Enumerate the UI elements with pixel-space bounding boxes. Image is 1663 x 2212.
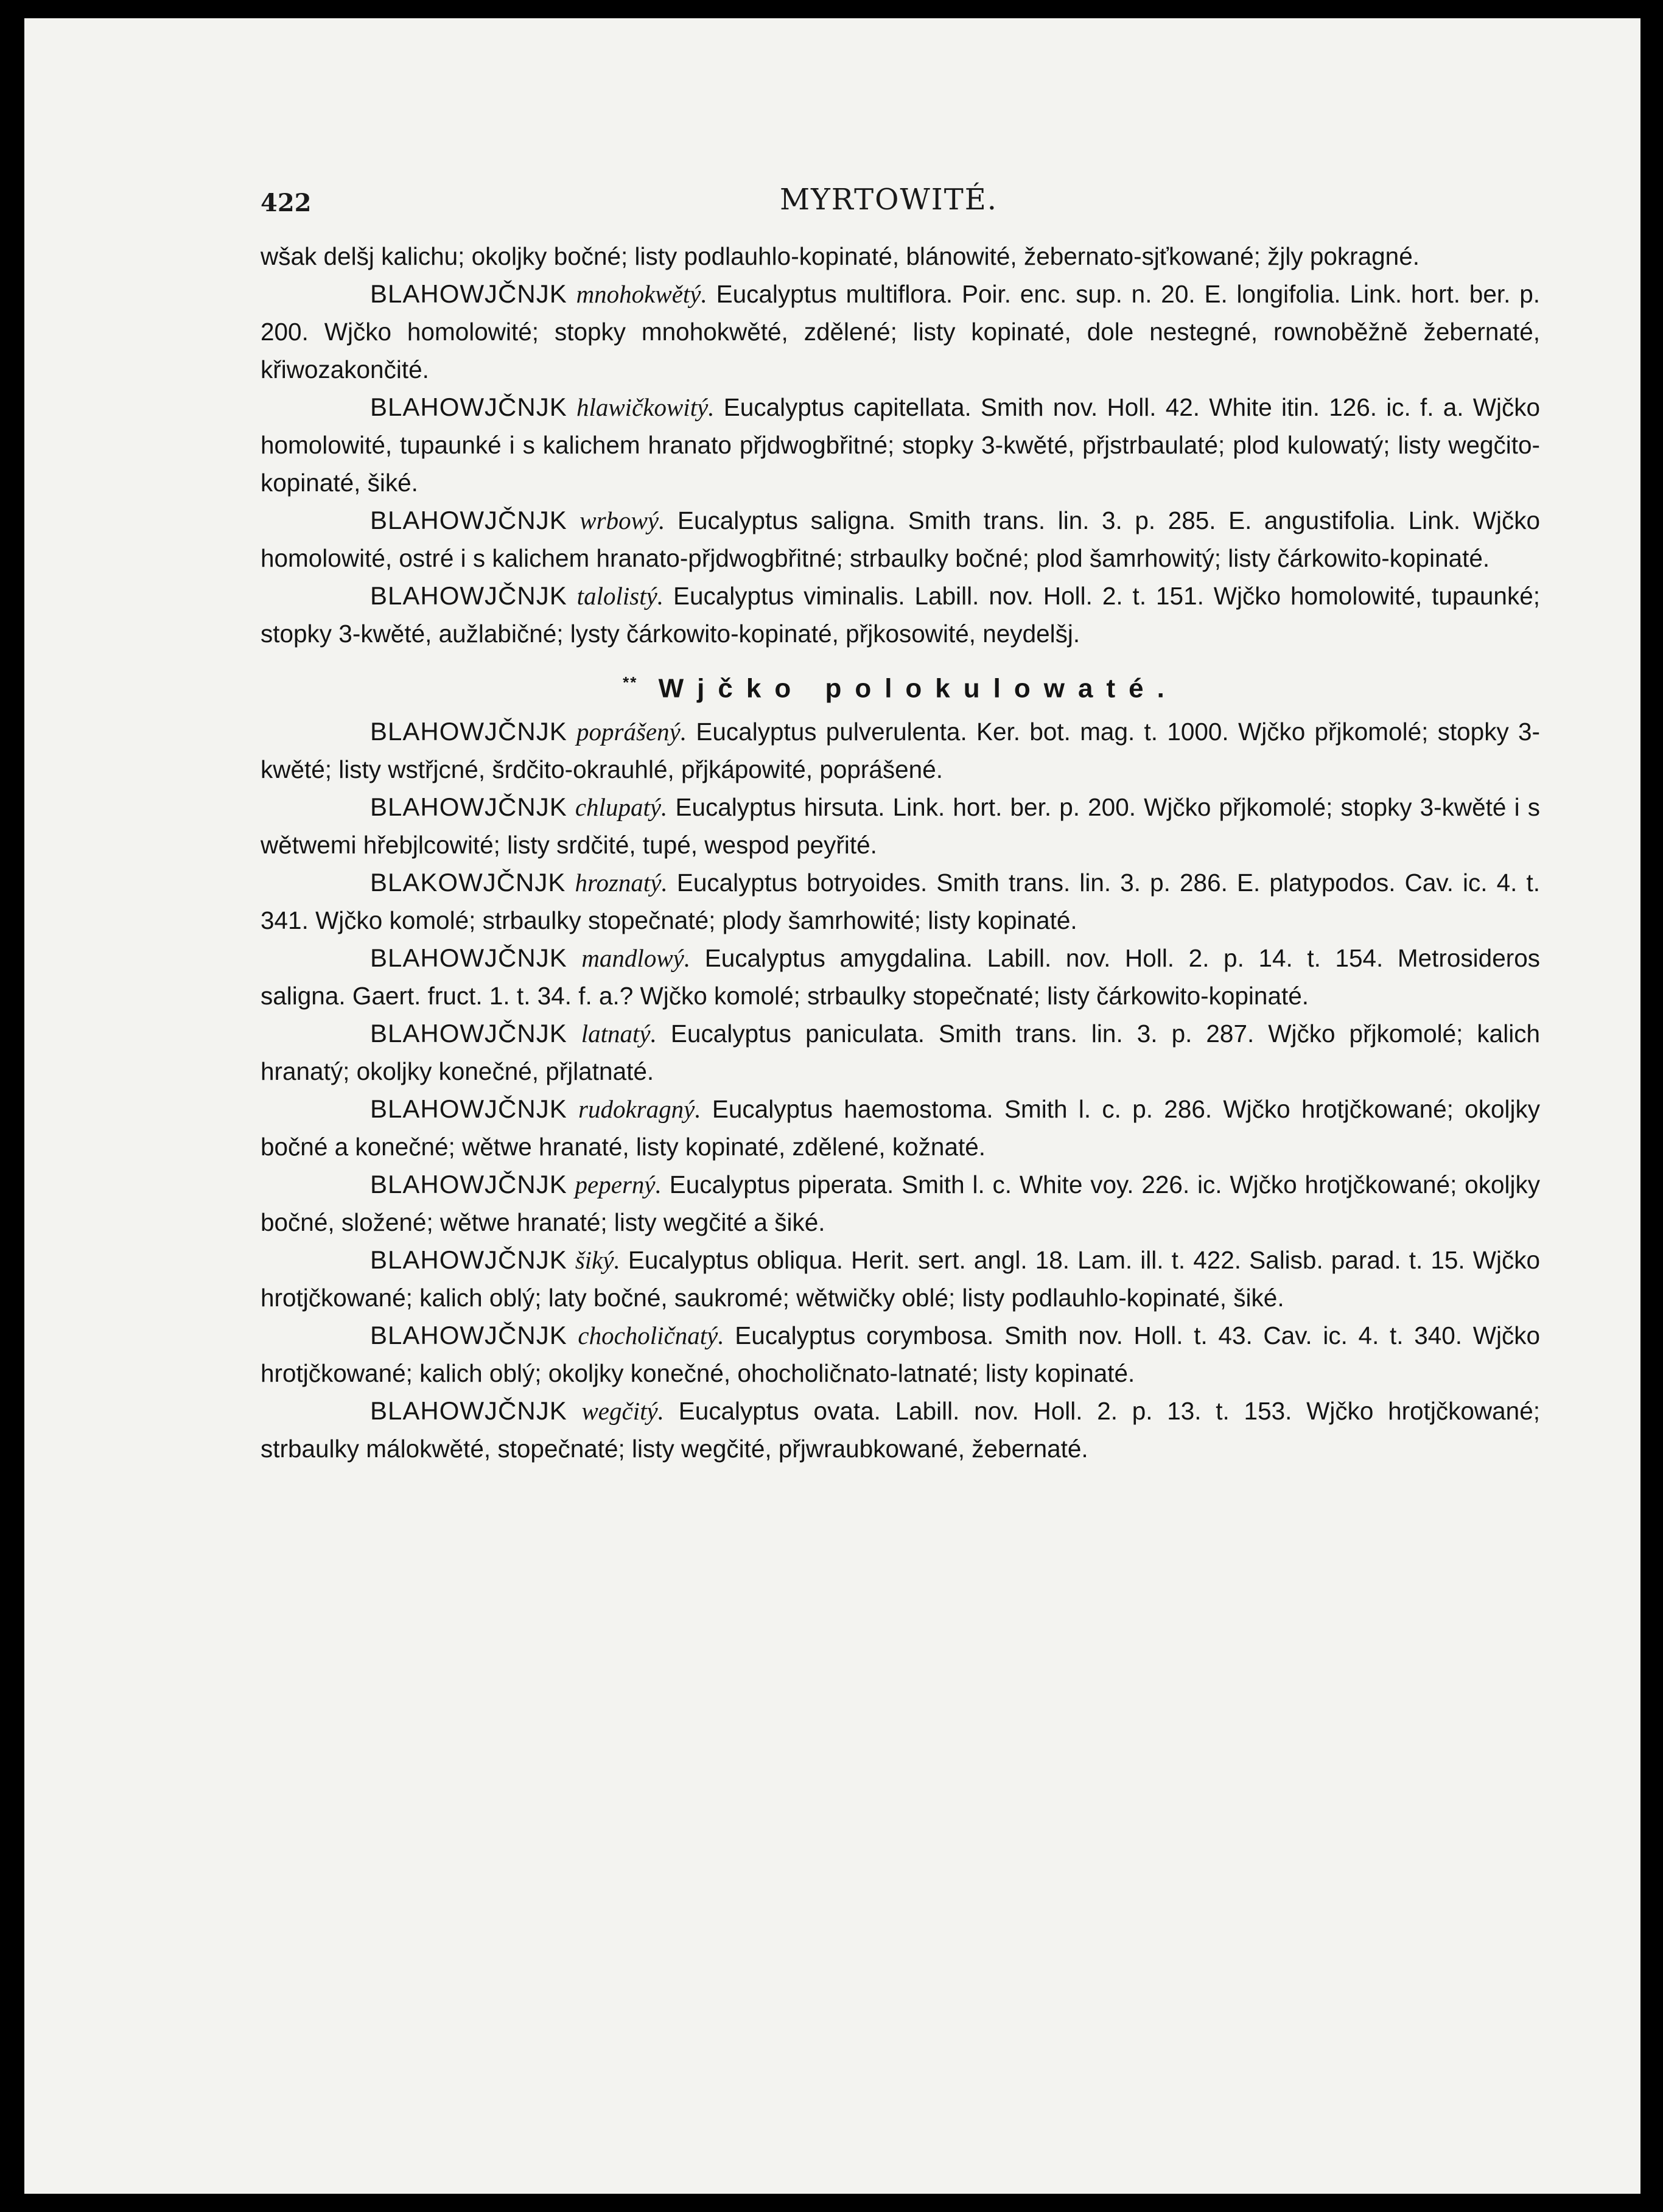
intro-paragraph: wšak delšj kalichu; okoljky bočné; listy podlauhlo-kopinaté, blánowité, žebernato-sjťkowané; žjly pokragné. <box>261 242 1420 270</box>
species-entry <box>261 275 1540 388</box>
czech-epithet: talolistý. <box>576 582 664 610</box>
genus-name: BLAHOWJČNJK <box>370 1396 567 1425</box>
entry-description: Eucalyptus capitellata. Smith nov. Holl. 42. White itin. 126. ic. f. a. Wjčko homolowité, tupaunké i s kalichem hranato přjdwogbřitné; stopky 3-kwěté, přjstrbaulaté; plod kulowatý; listy wegčito-kopinaté, šiké. <box>261 393 1540 497</box>
entry-description: Eucalyptus corymbosa. Smith nov. Holl. t. 43. Cav. ic. 4. t. 340. Wjčko hrotjčkowané; kalich oblý; okoljky konečné, ohocholičnato-latnaté; listy kopinaté. <box>261 1321 1540 1387</box>
species-entry <box>261 1317 1540 1392</box>
czech-epithet: wegčitý. <box>581 1396 664 1425</box>
czech-epithet: šiký. <box>575 1245 620 1274</box>
entry-description: Eucalyptus piperata. Smith l. c. White voy. 226. ic. Wjčko hrotjčkowané; okoljky bočné, složené; wětwe hranaté; listy wegčité a šiké. <box>261 1170 1540 1236</box>
entries-group-a <box>261 275 1540 653</box>
page-number: 422 <box>261 189 312 217</box>
genus-name: BLAKOWJČNJK <box>370 867 566 897</box>
genus-name: BLAHOWJČNJK <box>370 279 567 308</box>
species-entry <box>261 502 1540 577</box>
entry-description: Eucalyptus amygdalina. Labill. nov. Holl. 2. p. 14. t. 154. Metrosideros saligna. Gaert. fruct. 1. t. 34. f. a.? Wjčko komolé; strbaulky stopečnaté; listy čárkowito-kopinaté. <box>261 943 1540 1010</box>
entry-description: Eucalyptus paniculata. Smith trans. lin. 3. p. 287. Wjčko přjkomolé; kalich hranatý; okoljky konečné, přjlatnaté. <box>261 1019 1540 1085</box>
species-entry <box>261 1241 1540 1317</box>
czech-epithet: mandlowý. <box>581 943 691 972</box>
czech-epithet: chlupatý. <box>575 793 668 821</box>
page-header <box>237 183 1540 225</box>
genus-name: BLAHOWJČNJK <box>370 1169 567 1199</box>
entry-description: Eucalyptus pulverulenta. Ker. bot. mag. t. 1000. Wjčko přjkomolé; stopky 3-kwěté; listy wstřjcné, šrdčito-okrauhlé, přjkápowité, poprášené. <box>261 717 1540 783</box>
species-entry <box>261 864 1540 939</box>
entry-description: Eucalyptus viminalis. Labill. nov. Holl. 2. t. 151. Wjčko homolowité, tupaunké; stopky 3-kwěté, aužlabičné; lysty čárkowito-kopinaté, přjkosowité, neydelšj. <box>261 582 1540 648</box>
species-entry <box>261 577 1540 653</box>
czech-epithet: latnatý. <box>581 1019 657 1048</box>
entry-description: Eucalyptus saligna. Smith trans. lin. 3. p. 285. E. angustifolia. Link. Wjčko homolowité, ostré i s kalichem hranato-přjdwogbřitné; strbaulky bočné; plod šamrhowitý; listy čárkowito-kopinaté. <box>261 506 1540 572</box>
entry-description: Eucalyptus ovata. Labill. nov. Holl. 2. p. 13. t. 153. Wjčko hrotjčkowané; strbaulky málokwěté, stopečnaté; listy wegčité, přjwraubkowané, žebernaté. <box>261 1396 1540 1463</box>
species-entry <box>261 1166 1540 1241</box>
genus-name: BLAHOWJČNJK <box>370 1094 567 1123</box>
czech-epithet: chocholičnatý. <box>578 1321 724 1349</box>
species-entry <box>261 939 1540 1015</box>
scanned-page <box>24 18 1640 2194</box>
genus-name: BLAHOWJČNJK <box>370 1245 567 1274</box>
running-title: MYRTOWITÉ. <box>779 183 998 217</box>
section-heading <box>261 663 1540 708</box>
entry-description: Eucalyptus botryoides. Smith trans. lin. 3. p. 286. E. platypodos. Cav. ic. 4. t. 341. Wjčko komolé; strbaulky stopečnaté; plody šamrhowité; listy kopinaté. <box>261 868 1540 934</box>
entry-description: Eucalyptus haemostoma. Smith l. c. p. 286. Wjčko hrotjčkowané; okoljky bočné a konečné; wětwe hranaté, listy kopinaté, zdělené, kožnaté. <box>261 1094 1540 1161</box>
section-mark: ** <box>623 673 638 691</box>
species-entry <box>261 713 1540 788</box>
czech-epithet: mnohokwětý. <box>576 280 707 308</box>
genus-name: BLAHOWJČNJK <box>370 716 567 746</box>
genus-name: BLAHOWJČNJK <box>370 1018 567 1048</box>
entry-description: Eucalyptus obliqua. Herit. sert. angl. 18. Lam. ill. t. 422. Salisb. parad. t. 15. Wjčko hrotjčkowané; kalich oblý; laty bočné, saukromé; wětwičky oblé; listy podlauhlo-kopinaté, šiké. <box>261 1245 1540 1312</box>
entries-group-b <box>261 713 1540 1468</box>
czech-epithet: hlawičkowitý. <box>576 393 715 421</box>
species-entry <box>261 1015 1540 1090</box>
species-entry <box>261 788 1540 864</box>
czech-epithet: wrbowý. <box>579 506 665 534</box>
entry-description: Eucalyptus multiflora. Poir. enc. sup. n. 20. E. longifolia. Link. hort. ber. p. 200. Wjčko homolowité; stopky mnohokwěté, zdělené; listy kopinaté, dole nestegné, rownoběžně žebernaté, křiwozakončité. <box>261 280 1540 383</box>
species-entry <box>261 1392 1540 1468</box>
genus-name: BLAHOWJČNJK <box>370 393 567 421</box>
genus-name: BLAHOWJČNJK <box>370 506 567 534</box>
czech-epithet: poprášený. <box>576 717 687 746</box>
genus-name: BLAHOWJČNJK <box>370 943 567 972</box>
species-entry <box>261 1090 1540 1166</box>
genus-name: BLAHOWJČNJK <box>370 1320 567 1349</box>
body-text <box>261 237 1540 1468</box>
czech-epithet: hroznatý. <box>575 868 668 897</box>
genus-name: BLAHOWJČNJK <box>370 792 567 821</box>
genus-name: BLAHOWJČNJK <box>370 581 567 610</box>
section-heading-text: Wjčko polokulowaté. <box>658 673 1178 704</box>
species-entry <box>261 388 1540 502</box>
czech-epithet: peperný. <box>575 1170 662 1199</box>
czech-epithet: rudokragný. <box>578 1094 701 1123</box>
entry-description: Eucalyptus hirsuta. Link. hort. ber. p. 200. Wjčko přjkomolé; stopky 3-kwěté i s wětwemi hřebjlcowité; listy srdčité, tupé, wespod peyřité. <box>261 793 1540 859</box>
